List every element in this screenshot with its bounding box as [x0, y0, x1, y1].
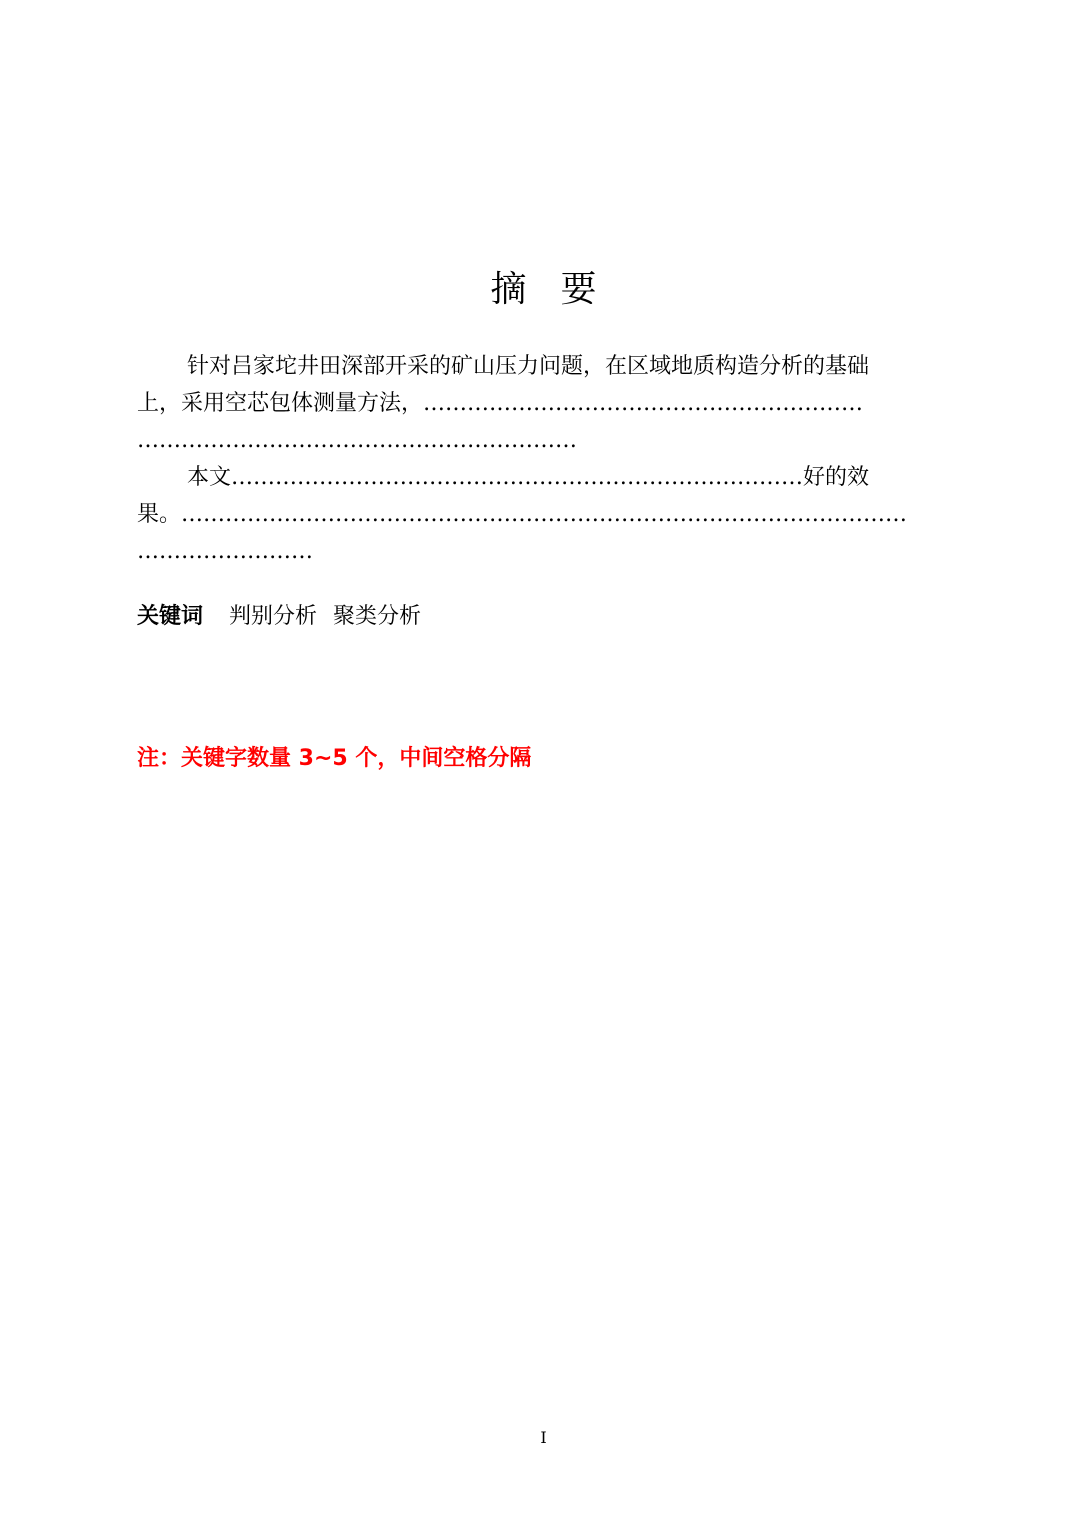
keywords-line [137, 598, 437, 635]
keywords-label: 关键词 [137, 604, 204, 629]
paragraph1-line1: 针对吕家坨井田深部开采的矿山压力问题，在区域地质构造分析的基础 [187, 354, 870, 379]
keyword-note: 注：关键字数量 3~5 个，中间空格分隔 [137, 746, 532, 771]
keyword-item: 聚类分析 [333, 604, 422, 629]
paragraph2-line1: 本文……………………………………………………………………好的效 [187, 465, 870, 490]
page-number: I [540, 1428, 547, 1447]
paragraph1-line2: 上，采用空芯包体测量方法，…………………………………………………… [137, 391, 864, 416]
paragraph2-line3: …………………… [137, 539, 313, 564]
paragraph2-line2: 果。……………………………………………………………………………………… [137, 502, 908, 527]
title-char-1: 摘 [490, 269, 527, 310]
title-char-2: 要 [560, 269, 597, 310]
paragraph1-line3: …………………………………………………… [137, 428, 577, 453]
abstract-body [137, 348, 977, 570]
abstract-title [0, 262, 1087, 318]
keyword-item: 判别分析 [229, 604, 318, 629]
